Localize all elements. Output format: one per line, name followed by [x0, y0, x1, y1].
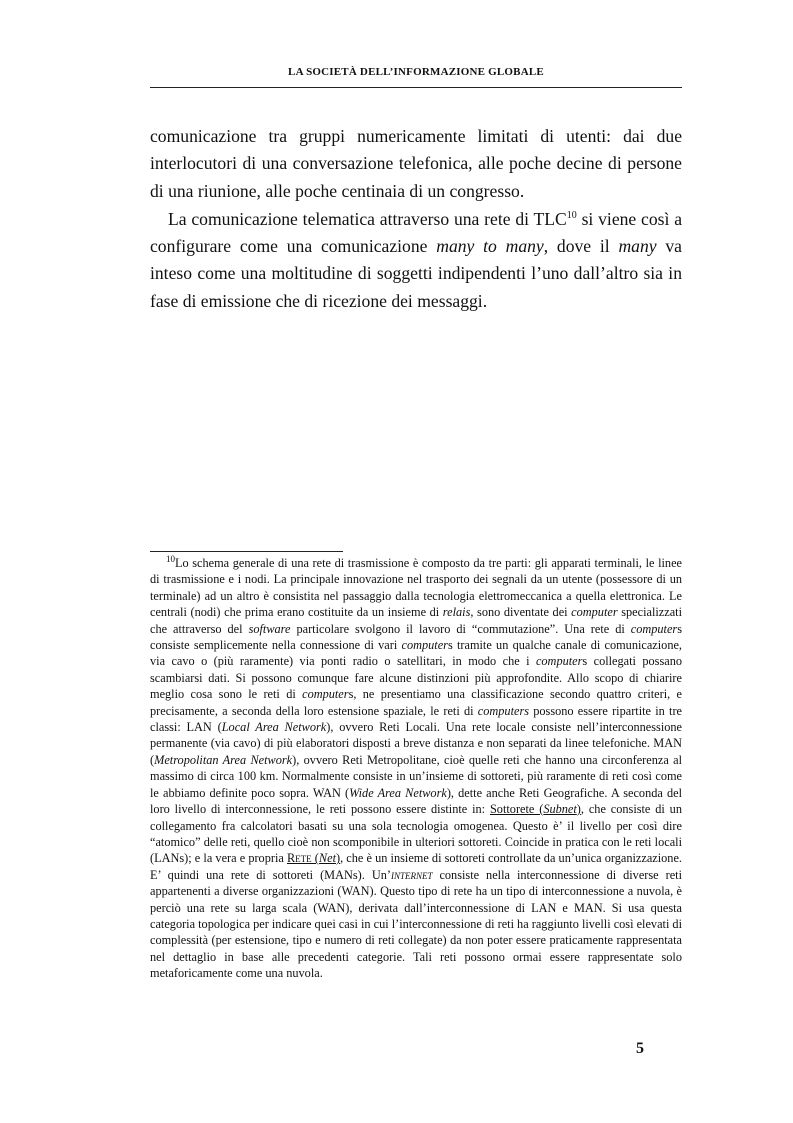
fn-text: , che consiste di un collegamento fra calcolatori basati su una sola tecnologia omogenea. Questo è’ il livello per così dire “atomico” delle reti, quello cioè non scomponibile in ulteriori sottoreti. Coincide in pratica con le reti locali (LANs); e la vera e propria [150, 802, 682, 866]
fn-text: s collegati possano scambiarsi dati. Si possono comunque fare alcune distinzioni più approfondite. Allo scopo di chiarire meglio cosa sono le reti di [150, 654, 682, 702]
fn-text: consiste nella interconnessione di diverse reti appartenenti a diverse organizzazioni (WAN). Questo tipo di rete ha un tipo di interconnessione a nuvola, è perciò una rete su larga scala (WAN), derivata dall’interconnessione di LAN e MAN. Si usa questa categoria topologica per indicare quei casi in cui l’interconnessione di reti ha raggiunto livelli così elevati di complessità (per estensione, tipo e numero di reti collegate) da non poter essere praticamente rappresentata nel dettaglio in base alle precedenti categorie. Tali reti possono ormai essere rappresentate solo metaforicamente come una nuvola. [150, 867, 682, 981]
fn-text: s, ne presentiamo una classificazione secondo quattro criteri, e precisamente, a seconda della loro estensione spaziale, le reti di [150, 687, 682, 718]
term-sottorete [490, 802, 581, 816]
fn-text: ), dette anche Reti Geografiche. A seconda del loro livello di interconnessione, le reti possono essere distinte in: [150, 785, 682, 817]
running-header: LA SOCIETÀ DELL’INFORMAZIONE GLOBALE [288, 66, 544, 78]
fn-text: s tramite un qualche canale di comunicazione, via cavo o (più raramente) via ponti radio o satellitari, in modo che i [150, 638, 682, 669]
fn-italic: relais [442, 605, 471, 620]
fn-italic: Net [318, 851, 336, 866]
fn-text: possono essere ripartite in tre classi: LAN ( [150, 703, 682, 735]
fn-text: , sono diventate dei [470, 605, 572, 620]
fn-text: specializzati che attraverso del [150, 605, 682, 636]
fn-italic: computer [571, 605, 618, 620]
fn-text: , che è un insieme di sottoreti controllate da un’unica organizzazione. E’ quindi una rete di sottoreti (MANs). Un’ [150, 851, 682, 882]
p2-text-a: La comunicazione telematica attraverso una rete di TLC [168, 208, 567, 229]
footnote-rule [150, 551, 343, 552]
fn-italic: software [248, 621, 291, 636]
fn-italic: computers [477, 703, 530, 718]
fn-italic: computer [630, 621, 678, 636]
fn-italic: Wide Area Network [349, 785, 447, 800]
footnote-10 [150, 555, 682, 982]
fn-text: ) [335, 851, 341, 866]
fn-smallcaps: Rete ( [286, 851, 319, 866]
p2-text-f: va inteso come una moltitudine di soggetti indipendenti l’uno dall’altro sia in fase di emissione che di ricezione dei messaggi. [150, 236, 682, 311]
fn-text: ) [576, 802, 581, 817]
footnote-number: 10 [166, 554, 175, 564]
body-text [150, 123, 682, 315]
fn-italic: Local Area Network [221, 720, 327, 735]
p2-emphasis-many-to-many: many to many [436, 236, 544, 257]
fn-text: Lo schema generale di una rete di trasmissione è composto da tre parti: gli apparati terminali, le linee di trasmissione e i nodi. La principale innovazione nel trasporto dei segnali da un utente (possessore di un terminale) ad un altro è consistita nel passaggio dalla tecnologia elettromeccanica a quella elettronica. Le centrali (nodi) che prima erano costituite da un insieme di [150, 556, 682, 620]
header-rule [150, 87, 682, 88]
term-internet: internet [390, 867, 433, 882]
p2-text-b: si viene così a configurare come una comunicazione [150, 208, 683, 257]
fn-italic: Metropolitan Area Network [154, 752, 293, 767]
fn-text: ), ovvero Reti Metropolitane, cioè quelle reti che hanno una circonferenza al massimo di circa 100 km. Normalmente consiste in un’insieme di sottoreti, più raramente di reti così come le abbiamo definite poco sopra. WAN ( [150, 752, 683, 800]
fn-italic: computer [401, 638, 448, 653]
paragraph-2 [150, 206, 682, 315]
page-number: 5 [636, 1040, 644, 1057]
paragraph-1: comunicazione tra gruppi numericamente limitati di utenti: dai due interlocutori di una conversazione telefonica, alle poche decine di persone di una riunione, alle poche centinaia di un congresso. [150, 126, 682, 201]
fn-text: s consiste semplicemente nella connessione di vari [150, 621, 682, 653]
footnote-reference[interactable]: 10 [566, 209, 577, 221]
fn-text: ), ovvero Reti Locali. Una rete locale consiste nell’interconnessione permanente (via cavo) di più elaboratori disposti a breve distanza e non separati da linee telefoniche. MAN ( [150, 720, 682, 767]
p2-emphasis-many: many [618, 236, 657, 257]
p2-text-d: , dove il [543, 236, 619, 257]
term-rete [287, 851, 340, 865]
fn-italic: computer [535, 654, 583, 669]
fn-text: particolare svolgono il lavoro di “commutazione”. Una rete di [290, 621, 631, 636]
fn-italic: computer [302, 687, 349, 702]
fn-italic: Subnet [543, 802, 577, 817]
fn-text: Sottorete ( [489, 802, 544, 817]
